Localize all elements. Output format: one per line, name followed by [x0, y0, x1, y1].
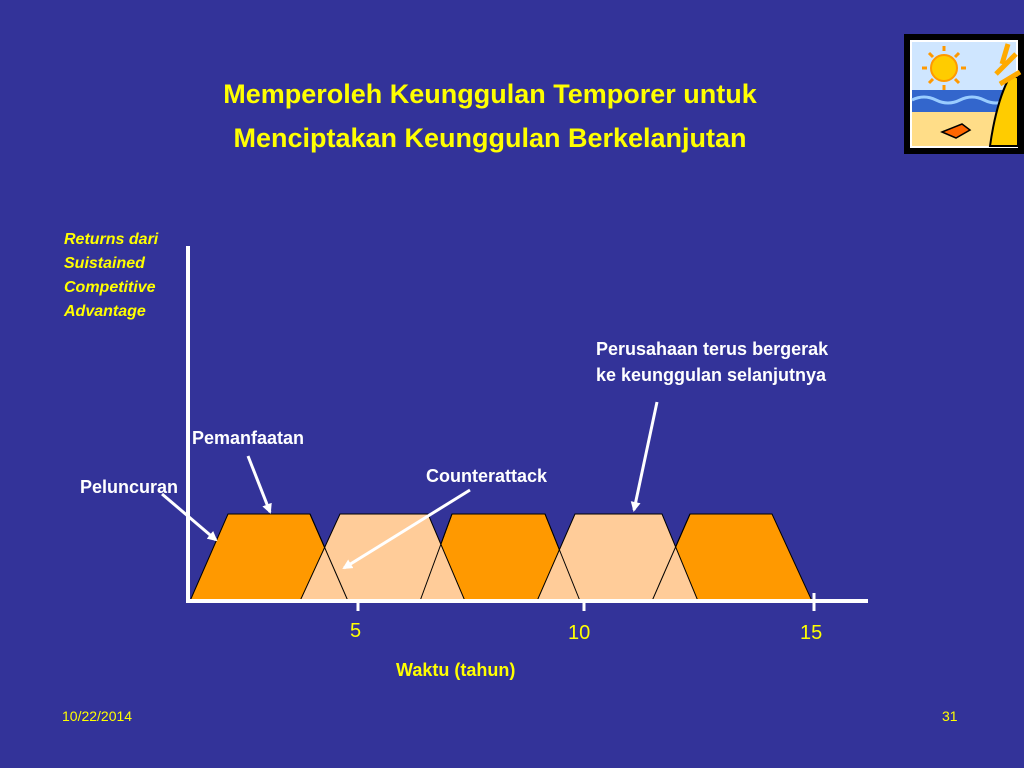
- label-pemanfaatan: Pemanfaatan: [192, 428, 305, 448]
- x-tick-label-15: 15: [800, 622, 823, 644]
- slide-date: 10/22/2014: [62, 708, 133, 724]
- trapezoid-2: [300, 514, 465, 601]
- label-counterattack: Counterattack: [426, 466, 548, 486]
- y-axis-label-line-2: Suistained: [64, 255, 145, 272]
- slide-page-number: 31: [942, 708, 958, 724]
- arrow-next-advantage: [634, 402, 657, 510]
- label-next-advantage-line-1: Perusahaan terus bergerak: [596, 339, 829, 359]
- arrow-pemanfaatan: [248, 456, 270, 512]
- y-axis-label-line-3: Competitive: [64, 279, 156, 296]
- label-next-advantage-line-2: ke keunggulan selanjutnya: [596, 365, 827, 385]
- x-tick-label-10: 10: [568, 622, 591, 644]
- y-axis-label-line-4: Advantage: [64, 303, 146, 320]
- x-tick-label-5: 5: [350, 620, 362, 642]
- label-peluncuran: Peluncuran: [80, 477, 179, 497]
- trapezoid-4: [537, 514, 698, 601]
- y-axis-label-line-1: Returns dari: [64, 231, 159, 248]
- x-axis-label: Waktu (tahun): [396, 660, 516, 680]
- slide-title-line-1: Memperoleh Keunggulan Temporer untuk: [223, 79, 757, 109]
- slide-title-line-2: Menciptakan Keunggulan Berkelanjutan: [233, 123, 747, 153]
